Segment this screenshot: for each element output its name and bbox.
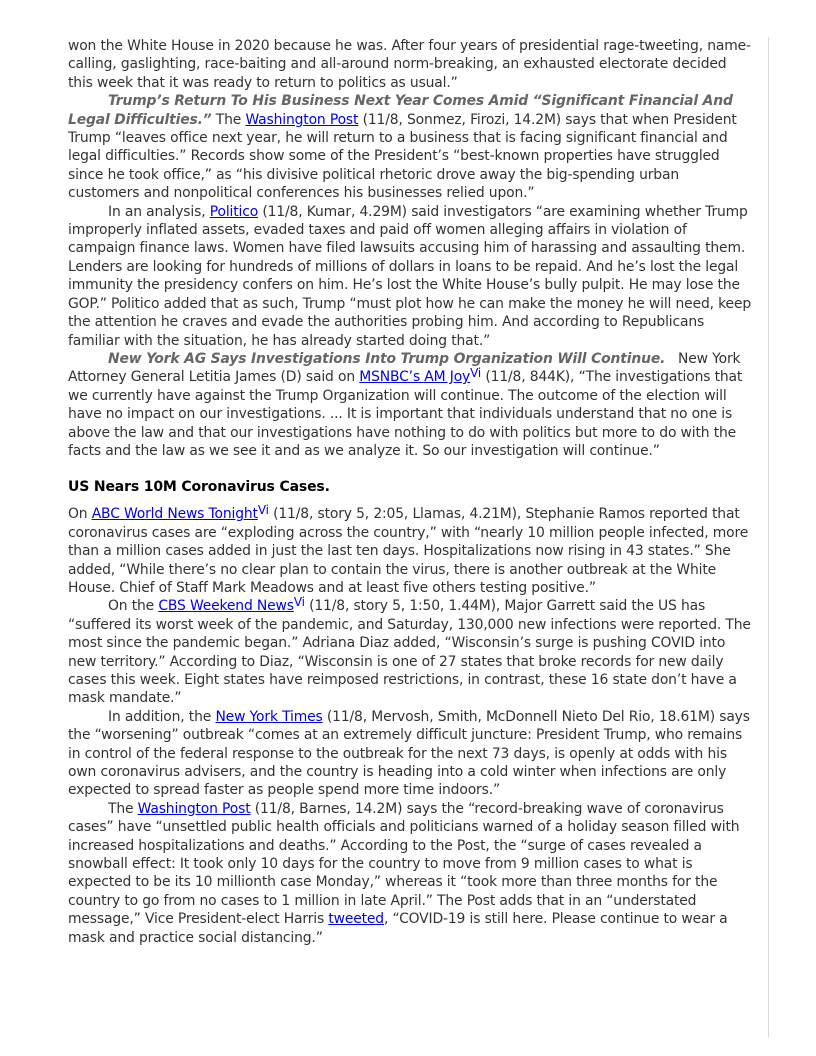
video-icon[interactable]: Vi (257, 503, 269, 518)
text: In an analysis, (108, 203, 210, 220)
page-margin-rule (768, 37, 769, 1037)
paragraph (68, 350, 754, 460)
story-lead: Trump’s Return To His Business Next Year Comes Amid “Significant Financial And Legal Difficulties.” (68, 93, 733, 128)
text: (11/8, Barnes, 14.2M) says the “record-breaking wave of coronavirus cases” have “unsettled public health officials and politicians warned of a holiday season filled with increased hospitalizations and deaths.” According to the Post, the “surge of cases revealed a snowball effect: It took only 10 days for the country to move from 9 million cases to what is expected to be its 10 millionth case Monday,” whereas it “took more than three months for the country to go from no cases to 1 million in late April.” The Post adds that in an “understated message,” Vice President-elect Harris (68, 800, 740, 928)
politico-link[interactable]: Politico (209, 203, 259, 220)
text: New York Attorney General Letitia James (D) said on (68, 350, 741, 386)
video-icon[interactable]: Vi (470, 366, 482, 381)
washington-post-link[interactable]: Washington Post (245, 111, 359, 128)
paragraph (68, 597, 754, 707)
cbs-link[interactable]: CBS Weekend News (158, 598, 294, 615)
text: (11/8, 844K), “The investigations that we currently have against the Trump Organization will continue. The outcome of the election will have no impact on our investigations. ... It is important that individuals understand that no one is above the law and that our investigations have nothing to do with politics but more to do with the facts and the law as we see it and as we analyze it. So our investigation will continue.” (68, 369, 743, 459)
text: (11/8, story 5, 1:50, 1.44M), Major Garrett said the US has “suffered its worst week of the pandemic, and Saturday, 130,000 new infections were reported. The most since the pandemic began.” Adriana Diaz added, “Wisconsin’s surge is pushing COVID into new territory.” According to Diaz, “Wisconsin is one of 27 states that broke records for new daily cases this week. Eight states have reimposed restrictions, in contrast, these 16 state don’t have a mask mandate.” (68, 598, 751, 707)
text: The (108, 800, 138, 817)
paragraph (68, 800, 754, 947)
text: On (68, 506, 92, 523)
text: On the (108, 598, 159, 615)
text: (11/8, Sonmez, Firozi, 14.2M) says that when President Trump “leaves office next year, he will return to a business that is facing significant financial and legal difficulties.” Records show some of the President’s “best-known properties have struggled since he took office,” as “his divisive political rhetoric drove away the big-spending urban customers and nonpolitical conferences his businesses relied upon.” (68, 111, 737, 202)
msnbc-link[interactable]: MSNBC’s AM Joy (359, 369, 471, 386)
paragraph: won the White House in 2020 because he was. After four years of presidential rage-tweeting, name-calling, gaslighting, race-baiting and all-around norm-breaking, an exhausted electorate decided this week that it was ready to return to politics as usual.” (68, 38, 751, 91)
abc-link[interactable]: ABC World News Tonight (91, 506, 258, 523)
text: (11/8, Mervosh, Smith, McDonnell Nieto Del Rio, 18.61M) says the “worsening” outbreak “comes at an extremely difficult juncture: President Trump, who remains in control of the federal response to the outbreak for the next 73 days, is openly at odds with his own coronavirus advisers, and the country is heading into a cold winter when infections are only expected to spread faster as people spend more time indoors.” (68, 708, 750, 799)
washington-post-link[interactable]: Washington Post (137, 800, 251, 817)
text: (11/8, Kumar, 4.29M) said investigators “are examining whether Trump improperly inflated assets, evaded taxes and paid off women alleging affairs in violation of campaign finance laws. Women have filed lawsuits accusing him of harassing and assaulting them. Lenders are looking for hundreds of millions of dollars in loans to be repaid. And he’s lost the legal immunity the presidency confers on him. He’s lost the White House’s bully pulpit. He may lose the GOP.” Politico added that as such, Trump “must plot how he can make the money he will need, keep the attention he craves and evade the authorities probing him. And according to Republicans familiar with the situation, he has already started doing that.” (68, 203, 752, 349)
tweet-link[interactable]: tweeted (328, 911, 384, 928)
nyt-link[interactable]: New York Times (215, 708, 323, 725)
text: , “COVID-19 is still here. Please continue to wear a mask and practice social distancing.” (68, 911, 728, 946)
story-lead: New York AG Says Investigations Into Trump Organization Will Continue. (108, 350, 666, 367)
paragraph (68, 505, 754, 597)
paragraph (68, 203, 754, 350)
paragraph (68, 708, 754, 800)
video-icon[interactable]: Vi (293, 595, 305, 610)
document-page (68, 37, 754, 947)
text: (11/8, story 5, 2:05, Llamas, 4.21M), Stephanie Ramos reported that coronavirus cases are “exploding across the country,” with “nearly 10 million people infected, more than a million cases added in just the last ten days. Hospitalizations now rising in 43 states.” She added, “While there’s no clear plan to contain the virus, there is another outbreak at the White House. Chief of Staff Mark Meadows and at least five others testing positive.” (68, 506, 749, 596)
section-heading: US Nears 10M Coronavirus Cases. (68, 479, 330, 496)
text: The (211, 111, 246, 128)
text: In addition, the (108, 708, 216, 725)
paragraph (68, 92, 754, 202)
